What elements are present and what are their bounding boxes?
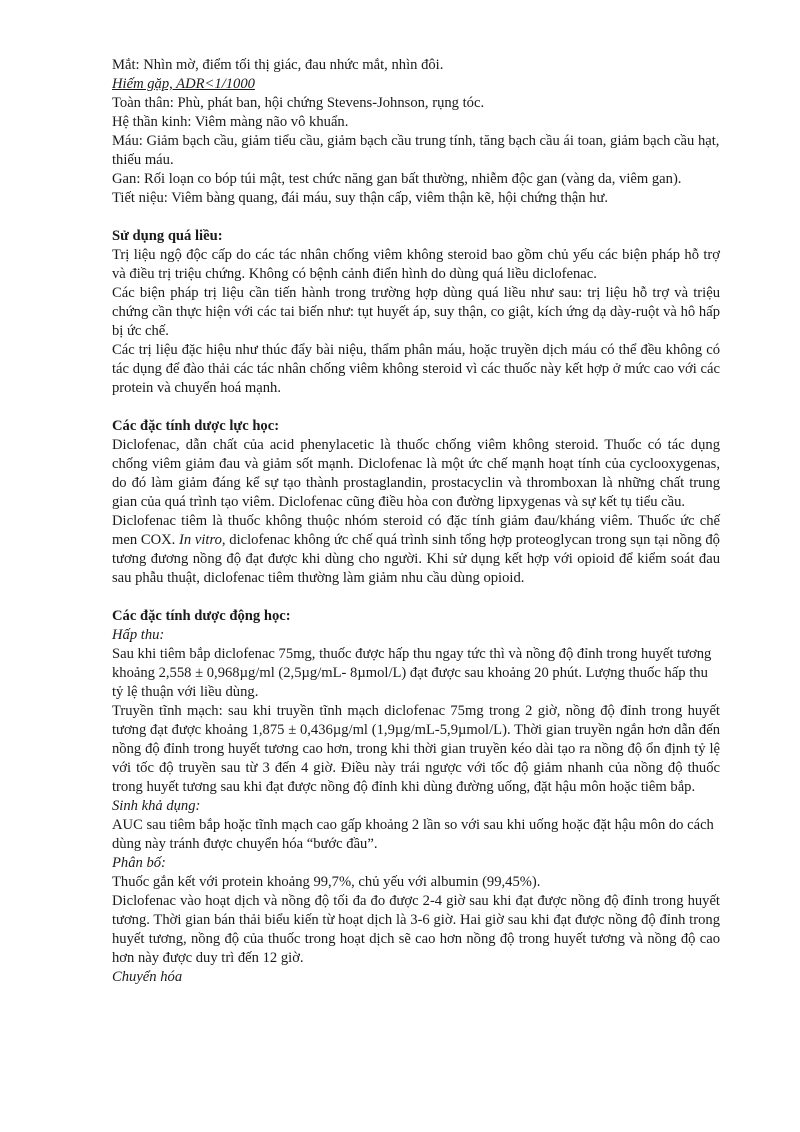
overdose-paragraph: Các trị liệu đặc hiệu như thúc đẩy bài niệu, thẩm phân máu, hoặc truyền dịch máu có thể đều không có tác dụng để đào thải các tác nhân chống viêm không steroid vì các thuốc này kết hợp ở mức cao với các protein và chuyển hoá mạnh. [112,342,720,396]
distribution-paragraph: Diclofenac vào hoạt dịch và nồng độ tối đa đo được 2-4 giờ sau khi đạt được nồng độ đỉnh trong huyết tương. Thời gian bán thải biểu kiến từ hoạt dịch là 3-6 giờ. Hai giờ sau khi đạt được nồng độ đỉnh trong huyết tương, nồng độ của thuốc trong hoạt dịch sẽ cao hơn nồng độ trong huyết tương và nồng độ cao hơn này được duy trì đến 12 giờ. [112,893,720,966]
rare-item-general: Toàn thân: Phù, phát ban, hội chứng Stevens-Johnson, rụng tóc. [112,95,485,111]
overdose-paragraph: Các biện pháp trị liệu cần tiến hành trong trường hợp dùng quá liều như sau: trị liệu hỗ trợ và triệu chứng cần thực hiện với các tai biến như: tụt huyết áp, suy thận, co giật, kích ứng dạ dày-ruột và hô hấp bị ức chế. [112,285,720,339]
rare-item-nervous: Hệ thần kinh: Viêm màng não vô khuẩn. [112,114,349,130]
pd-text: , diclofenac không ức chế quá trình sinh tổng hợp proteoglycan trong sụn tại nồng độ tương đương nồng độ đạt được khi dùng cho người. Khi sử dụng kết hợp với opioid để kiểm soát đau sau phẫu thuật, diclofenac tiêm thường làm giảm nhu cầu dùng opioid. [112,532,720,586]
distribution-label: Phân bố: [112,855,166,871]
rare-heading: Hiếm gặp, ADR<1/1000 [112,76,255,92]
rare-item-liver: Gan: Rối loạn co bóp túi mật, test chức năng gan bất thường, nhiễm độc gan (vàng da, viêm gan). [112,171,682,187]
in-vitro-term: In vitro [179,532,222,548]
overdose-title: Sử dụng quá liều: [112,228,223,244]
pharmacokinetics-title: Các đặc tính dược động học: [112,608,291,624]
pharmacodynamics-paragraph [112,512,720,588]
bioavailability-label: Sinh khả dụng: [112,798,201,814]
absorption-paragraph: Sau khi tiêm bắp diclofenac 75mg, thuốc được hấp thu ngay tức thì và nồng độ đỉnh trong huyết tương khoảng 2,558 ± 0,968µg/ml (2,5µg/mL- 8µmol/L) đạt được sau khoảng 20 phút. Lượng thuốc hấp thu tỷ lệ thuận với liều dùng. [112,646,712,700]
distribution-paragraph: Thuốc gắn kết với protein khoảng 99,7%, chủ yếu với albumin (99,45%). [112,874,541,890]
absorption-paragraph: Truyền tĩnh mạch: sau khi truyền tĩnh mạch diclofenac 75mg trong 2 giờ, nồng độ đỉnh trong huyết tương đạt được khoảng 1,875 ± 0,436µg/ml (1,9µg/mL-5,9µmol/L). Thời gian truyền ngắn hơn dẫn đến nồng độ đỉnh trong huyết tương cao hơn, trong khi thời gian truyền kéo dài tạo ra nồng độ ổn định tỷ lệ với tốc độ truyền sau từ 3 đến 4 giờ. Điều này trái ngược với tốc độ giảm nhanh của nồng độ thuốc trong huyết tương sau khi đạt được nồng độ đỉnh khi dùng đường uống, đặt hậu môn hoặc tiêm bắp. [112,703,720,795]
pharmacodynamics-title: Các đặc tính dược lực học: [112,418,280,434]
bioavailability-paragraph: AUC sau tiêm bắp hoặc tĩnh mạch cao gấp khoảng 2 lần so với sau khi uống hoặc đặt hậu môn do cách dùng này tránh được chuyển hóa “bước đầu”. [112,817,714,852]
absorption-label: Hấp thu: [112,627,165,643]
rare-item-blood: Máu: Giảm bạch cầu, giảm tiểu cầu, giảm bạch cầu trung tính, tăng bạch cầu ái toan, giảm bạch cầu hạt, thiếu máu. [112,133,720,168]
eye-effects: Mắt: Nhìn mờ, điểm tối thị giác, đau nhức mắt, nhìn đôi. [112,57,444,73]
pd-text: Diclofenac tiêm là thuốc không thuộc nhóm steroid có đặc tính giảm đau/kháng viêm. Thuốc ức chế men COX. [112,513,720,548]
overdose-paragraph: Trị liệu ngộ độc cấp do các tác nhân chống viêm không steroid bao gồm chủ yếu các biện pháp hỗ trợ và điều trị triệu chứng. Không có bệnh cảnh điển hình do dùng quá liều diclofenac. [112,247,720,282]
metabolism-label: Chuyển hóa [112,969,183,985]
pharmacodynamics-paragraph: Diclofenac, dẫn chất của acid phenylacetic là thuốc chống viêm không steroid. Thuốc có tác dụng chống viêm giảm đau và giảm sốt mạnh. Diclofenac là một ức chế mạnh hoạt tính của cyclooxygenas, do đó làm giảm đáng kể sự tạo thành prostaglandin, prostacyclin và thromboxan là những chất trung gian của quá trình tạo viêm. Diclofenac cũng điều hòa con đường lipxygenas và sự kết tụ tiểu cầu. [112,437,720,510]
rare-item-urinary: Tiết niệu: Viêm bàng quang, đái máu, suy thận cấp, viêm thận kẽ, hội chứng thận hư. [112,190,609,206]
